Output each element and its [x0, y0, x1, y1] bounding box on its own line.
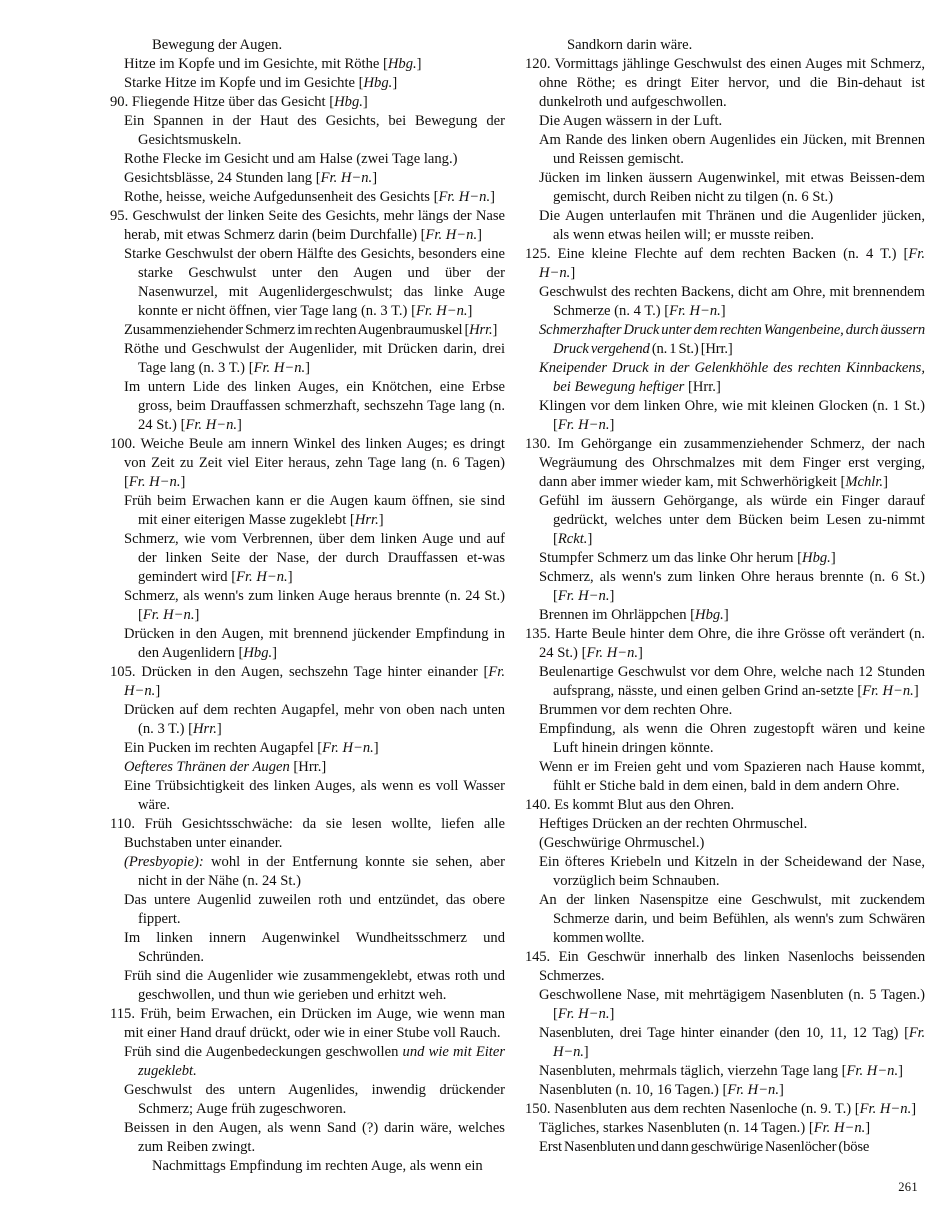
symptom-entry	[525, 492, 925, 549]
entry-text: Rothe Flecke im Gesicht und am Halse (zwei Tage lang.)	[124, 151, 458, 167]
symptom-entry	[525, 36, 925, 55]
entry-source-attribution: Hrr.	[192, 721, 217, 737]
entry-text: Schmerz, wie vom Verbrennen, über dem linken Auge und auf der linken Seite der Nase, der durch Drauffassen et-was gemindert wird [	[124, 531, 505, 585]
entry-text-tail: ]	[727, 341, 733, 357]
symptom-entry	[110, 1157, 505, 1176]
symptom-entry	[110, 891, 505, 929]
entry-text: Fliegende Hitze über das Gesicht [	[131, 94, 335, 110]
entry-text-tail: ]	[883, 474, 888, 490]
symptom-entry	[110, 929, 505, 967]
entry-number: 115.	[110, 1006, 141, 1022]
entry-source-attribution: Fr. H−n.	[236, 569, 288, 585]
symptom-entry	[110, 378, 505, 435]
entry-source-attribution: Fr. H−n.	[320, 170, 373, 186]
symptom-entry	[525, 359, 925, 397]
symptom-entry	[525, 1081, 925, 1100]
entry-number: 130.	[525, 436, 558, 452]
entry-text-tail: ]	[194, 607, 200, 623]
entry-text: An der linken Nasenspitze eine Geschwulst, mit zuckendem Schmerze darin, und beim Befühlen, als wenn's zum Schwären kommen wollte.	[539, 892, 925, 946]
numbered-symptom-entry	[525, 796, 925, 815]
symptom-entry	[525, 321, 925, 359]
numbered-symptom-entry	[110, 1005, 505, 1043]
symptom-entry	[525, 283, 925, 321]
symptom-entry	[525, 853, 925, 891]
entry-source-attribution: Fr. H−n.	[813, 1120, 866, 1136]
entry-text-tail: ]	[467, 303, 473, 319]
entry-source-attribution: Hbg.	[243, 645, 273, 661]
entry-text-tail: ]	[723, 607, 729, 623]
entry-text-tail: ]	[492, 322, 498, 338]
symptom-entry	[110, 587, 505, 625]
entry-italic-lead: Schmerzhafter Druck unter dem rechten Wangenbeine, durch äussern Druck vergehend	[539, 322, 925, 357]
symptom-entry	[525, 701, 925, 720]
entry-source-attribution: Fr. H−n.	[557, 588, 610, 604]
entry-text: Die Augen wässern in der Luft.	[539, 113, 723, 129]
entry-text: (Geschwürige Ohrmuschel.)	[539, 835, 705, 851]
entry-text: Es kommt Blut aus den Ohren.	[554, 797, 735, 813]
entry-source-attribution: Fr. H−n.	[859, 1101, 912, 1117]
entry-source-attribution: Fr. H−n.	[415, 303, 468, 319]
entry-text-tail: ]	[180, 474, 186, 490]
entry-text: Gefühl im äussern Gehörgange, als würde ein Finger darauf gedrückt, welches unter dem Bücken beim Lesen zu-nimmt [	[539, 493, 925, 547]
entry-text: Die Augen unterlaufen mit Thränen und die Augenlider jücken, als wenn etwas heilen will; er musste reiben.	[539, 208, 925, 243]
entry-text-tail: ]	[720, 303, 726, 319]
entry-text: Hitze im Kopfe und im Gesichte, mit Röthe [	[124, 56, 388, 72]
symptom-entry	[110, 188, 505, 207]
numbered-symptom-entry	[525, 435, 925, 492]
entry-text: Schmerz, als wenn's zum linken Ohre heraus brennte (n. 6 St.) [	[539, 569, 925, 604]
entry-text: Am Rande des linken obern Augenlides ein Jücken, mit Brennen und Reissen gemischt.	[539, 132, 925, 167]
entry-text-tail: ]	[237, 417, 242, 433]
numbered-symptom-entry	[525, 948, 925, 986]
numbered-symptom-entry	[525, 1100, 925, 1119]
entry-source-attribution: Fr. H−n.	[425, 227, 478, 243]
entry-text: Zusammenziehender Schmerz im rechten Augenbraumuskel [	[124, 322, 470, 338]
symptom-entry	[525, 169, 925, 207]
symptom-entry	[525, 720, 925, 758]
entry-number: 145.	[525, 949, 559, 965]
entry-source-attribution: Fr. H−n.	[669, 303, 721, 319]
entry-text-tail: ]	[609, 417, 615, 433]
entry-text: Jücken im linken äussern Augenwinkel, mit etwas Beissen-dem gemischt, durch Reiben nicht zu tilgen (n. 6 St.)	[539, 170, 925, 205]
entry-text: Früh, beim Erwachen, ein Drücken im Auge, wie wenn man mit einer Hand drauf drückt, oder wie in einer Stube voll Rauch.	[124, 1006, 505, 1041]
entry-text: Geschwollene Nase, mit mehrtägigem Nasenbluten (n. 5 Tagen.) [	[539, 987, 925, 1022]
entry-text-tail: ]	[490, 189, 495, 205]
entry-source-attribution: Fr. H−n.	[438, 189, 491, 205]
entry-text: Im linken innern Augenwinkel Wundheitsschmerz und Schründen.	[124, 930, 505, 965]
two-column-body	[0, 36, 935, 1176]
symptom-entry	[110, 321, 505, 340]
entry-source-attribution: Rckt.	[557, 531, 588, 547]
symptom-entry	[525, 1024, 925, 1062]
entry-number: 125.	[525, 246, 558, 262]
entry-source-attribution: Fr. H−n.	[539, 246, 926, 281]
entry-text: Starke Geschwulst der obern Hälfte des Gesichts, besonders eine starke Geschwulst unter den Augen und über der Nasenwurzel, mit Augenlidergeschwulst; das linke Auge konnte er nicht öffnen, vier Tage lang (n. 3 T.) [	[124, 246, 505, 319]
entry-source-attribution: Hrr.	[298, 759, 322, 775]
entry-text: Rothe, heisse, weiche Aufgedunsenheit des Gesichts [	[124, 189, 439, 205]
entry-source-attribution: Fr. H−n.	[322, 740, 374, 756]
entry-number: 90.	[110, 94, 132, 110]
symptom-entry	[110, 169, 505, 188]
entry-number: 110.	[110, 816, 145, 832]
symptom-entry	[525, 663, 925, 701]
entry-text-tail: ]	[155, 683, 161, 699]
entry-text: Sandkorn darin wäre.	[567, 37, 693, 53]
page-number: 261	[898, 1180, 918, 1194]
symptom-entry	[525, 1119, 925, 1138]
entry-text-tail: ]	[830, 550, 836, 566]
entry-italic-lead: (Presbyopie):	[124, 854, 204, 870]
entry-text: Starke Hitze im Kopfe und im Gesichte [	[124, 75, 364, 91]
entry-text: Erst Nasenbluten und dann geschwürige Nasenlöcher (böse	[539, 1139, 870, 1155]
entry-text: Früh beim Erwachen kann er die Augen kaum öffnen, sie sind mit einer eiterigen Masse zugeklebt [	[124, 493, 505, 528]
symptom-entry	[525, 606, 925, 625]
entry-number: 140.	[525, 797, 555, 813]
entry-text: Geschwulst des rechten Backens, dicht am Ohre, mit brennendem Schmerze (n. 4 T.) [	[539, 284, 925, 319]
numbered-symptom-entry	[110, 207, 505, 245]
entry-source-attribution: Fr. H−n.	[185, 417, 238, 433]
symptom-entry	[110, 967, 505, 1005]
entry-source-attribution: Fr. H−n.	[142, 607, 195, 623]
symptom-entry	[110, 758, 505, 777]
entry-text-tail: ]	[609, 1006, 615, 1022]
numbered-symptom-entry	[110, 815, 505, 853]
symptom-entry	[525, 758, 925, 796]
entry-source-attribution: Fr. H−n.	[586, 645, 639, 661]
entry-text-tail: ]	[638, 645, 643, 661]
entry-text: Bewegung der Augen.	[152, 37, 283, 53]
symptom-entry	[110, 245, 505, 321]
entry-italic-lead: Kneipender Druck in der Gelenkhöhle des rechten Kinnbackens, bei Bewegung heftiger	[539, 360, 925, 395]
entry-text-tail: ]	[305, 360, 311, 376]
numbered-symptom-entry	[110, 93, 505, 112]
numbered-symptom-entry	[525, 625, 925, 663]
symptom-entry	[110, 55, 505, 74]
entry-text: Im untern Lide des linken Auges, ein Knötchen, eine Erbse gross, beim Drauffassen schmerzhaft, sechszehn Tage lang (n. 24 St.) [	[124, 379, 505, 433]
symptom-entry	[110, 74, 505, 93]
entry-source-attribution: Fr. H−n.	[727, 1082, 779, 1098]
entry-text-tail: ]	[272, 645, 278, 661]
symptom-entry	[110, 36, 505, 55]
entry-number: 100.	[110, 436, 141, 452]
entry-text-tail: ]	[378, 512, 384, 528]
entry-text: Geschwulst der linken Seite des Gesichts, mehr längs der Nase herab, mit etwas Schmerz darin (beim Durchfalle) [	[124, 208, 505, 243]
entry-text: Beulenartige Geschwulst vor dem Ohre, welche nach 12 Stunden aufsprang, nässte, und einen gelben Grind an-setzte [	[539, 664, 925, 699]
symptom-entry	[110, 625, 505, 663]
entry-text: Klingen vor dem linken Ohre, wie mit kleinen Glocken (n. 1 St.) [	[539, 398, 925, 433]
entry-text-tail: ]	[779, 1082, 784, 1098]
entry-number: 150.	[525, 1101, 555, 1117]
entry-text: Nasenbluten aus dem rechten Nasenloche (n. 9. T.) [	[554, 1101, 860, 1117]
entry-text: Früh sind die Augenlider wie zusammengeklebt, etwas roth und geschwollen, und thun wie gerieben und erhitzt weh.	[124, 968, 505, 1003]
entry-text: Früh Gesichtsschwäche: da sie lesen wollte, liefen alle Buchstaben unter einander.	[124, 816, 505, 851]
entry-text-tail: ]	[609, 588, 615, 604]
entry-text: Schmerz, als wenn's zum linken Auge heraus brennte (n. 24 St.) [	[124, 588, 505, 623]
entry-text-tail: ]	[287, 569, 293, 585]
entry-text-tail: ]	[477, 227, 482, 243]
entry-text: Ein Pucken im rechten Augapfel [	[124, 740, 323, 756]
text-column-left	[110, 36, 505, 1176]
entry-source-attribution: Fr. H−n.	[253, 360, 306, 376]
entry-text: Beissen in den Augen, als wenn Sand (?) darin wäre, welches zum Reiben zwingt.	[124, 1120, 505, 1155]
entry-text: Im Gehörgange ein zusammenziehender Schmerz, der nach Wegräumung des Ohrschmalzes mit dem Finger erst verging, dann aber immer wieder kam, mit Schwerhörigkeit [	[539, 436, 925, 490]
entry-text: Brummen vor dem rechten Ohre.	[539, 702, 733, 718]
symptom-entry	[110, 530, 505, 587]
entry-source-attribution: Hbg.	[695, 607, 724, 623]
entry-text-tail: ]	[898, 1063, 903, 1079]
entry-text-tail: ]	[715, 379, 721, 395]
entry-text: (n. 1 St.) [	[649, 341, 706, 357]
entry-source-attribution: Fr. H−n.	[124, 664, 505, 699]
entry-text: [	[684, 379, 693, 395]
entry-text: Brennen im Ohrläppchen [	[539, 607, 696, 623]
entry-source-attribution: Fr. H−n.	[862, 683, 914, 699]
symptom-entry	[525, 131, 925, 169]
entry-source-attribution: Hbg.	[334, 94, 363, 110]
entry-text-tail: ]	[911, 1101, 917, 1117]
entry-text-tail: ]	[913, 683, 919, 699]
entry-text: Heftiges Drücken an der rechten Ohrmuschel.	[539, 816, 808, 832]
entry-text-tail: ]	[362, 94, 368, 110]
entry-text: Eine Trübsichtigkeit des linken Auges, als wenn es voll Wasser wäre.	[124, 778, 505, 813]
symptom-entry	[110, 777, 505, 815]
entry-source-attribution: Mchlr.	[845, 474, 884, 490]
entry-source-attribution: Fr. H−n.	[846, 1063, 899, 1079]
entry-source-attribution: Fr. H−n.	[557, 417, 610, 433]
symptom-entry	[525, 112, 925, 131]
numbered-symptom-entry	[110, 435, 505, 492]
entry-text: Nasenbluten (n. 10, 16 Tagen.) [	[539, 1082, 728, 1098]
entry-text: Empfindung, als wenn die Ohren zugestopft wären und keine Luft hinein dringen könnte.	[539, 721, 925, 756]
entry-source-attribution: Fr. H−n.	[553, 1025, 925, 1060]
entry-text-tail: ]	[372, 170, 378, 186]
entry-text: Drücken auf dem rechten Augapfel, mehr von oben nach unten (n. 3 T.) [	[124, 702, 505, 737]
symptom-entry	[110, 701, 505, 739]
entry-text-tail: ]	[216, 721, 222, 737]
entry-text: Ein öfteres Kriebeln und Kitzeln in der Scheidewand der Nase, vorzüglich beim Schnauben.	[539, 854, 925, 889]
symptom-entry	[525, 568, 925, 606]
entry-text: Wenn er im Freien geht und vom Spazieren nach Hause kommt, fühlt er Stiche bald in dem einen, bald in dem andern Ohre.	[539, 759, 925, 794]
entry-text: Eine kleine Flechte auf dem rechten Backen (n. 4 T.) [	[557, 246, 909, 262]
symptom-entry	[110, 492, 505, 530]
entry-text: Vormittags jählinge Geschwulst des einen Auges mit Schmerz, ohne Röthe; es dringt Eiter hervor, und die Bin-dehaut ist dunkelroth und aufgeschwollen.	[539, 56, 925, 110]
entry-text: Früh sind die Augenbedeckungen geschwollen	[124, 1044, 403, 1060]
numbered-symptom-entry	[525, 55, 925, 112]
entry-source-attribution: Hrr.	[354, 512, 379, 528]
entry-number: 105.	[110, 664, 142, 680]
entry-text: Drücken in den Augen, mit brennend jückender Empfindung in den Augenlidern [	[124, 626, 505, 661]
entry-text: Ein Geschwür innerhalb des linken Nasenlochs beissenden Schmerzes.	[539, 949, 925, 984]
entry-text: Nasenbluten, mehrmals täglich, vierzehn Tage lang [	[539, 1063, 847, 1079]
numbered-symptom-entry	[110, 663, 505, 701]
symptom-entry	[110, 1119, 505, 1157]
symptom-entry	[525, 986, 925, 1024]
entry-source-attribution: Fr. H−n.	[557, 1006, 610, 1022]
entry-text-tail: ]	[865, 1120, 871, 1136]
symptom-entry	[525, 397, 925, 435]
entry-number: 135.	[525, 626, 555, 642]
entry-source-attribution: Hrr.	[692, 379, 716, 395]
symptom-entry	[110, 1081, 505, 1119]
entry-source-attribution: Fr. H−n.	[128, 474, 181, 490]
entry-number: 95.	[110, 208, 133, 224]
entry-text: Ein Spannen in der Haut des Gesichts, bei Bewegung der Gesichtsmuskeln.	[124, 113, 505, 148]
numbered-symptom-entry	[525, 245, 925, 283]
entry-text: [	[289, 759, 299, 775]
entry-text: Harte Beule hinter dem Ohre, die ihre Grösse oft verändert (n. 24 St.) [	[539, 626, 925, 661]
entry-text-tail: ]	[587, 531, 593, 547]
entry-text: Weiche Beule am innern Winkel des linken Auges; es dringt von Zeit zu Zeit viel Eiter heraus, zehn Tage lang (n. 6 Tagen) [	[124, 436, 505, 490]
symptom-entry	[110, 340, 505, 378]
entry-text: Nasenbluten, drei Tage hinter einander (den 10, 11, 12 Tag) [	[539, 1025, 909, 1041]
entry-text: Geschwulst des untern Augenlides, inwendig drückender Schmerz; Auge früh zugeschworen.	[124, 1082, 505, 1117]
entry-text: Das untere Augenlid zuweilen roth und entzündet, das obere fippert.	[124, 892, 505, 927]
symptom-entry	[525, 834, 925, 853]
entry-source-attribution: Hrr.	[705, 341, 728, 357]
entry-text-tail: ]	[373, 740, 379, 756]
symptom-entry	[525, 815, 925, 834]
symptom-entry	[110, 739, 505, 758]
symptom-entry	[110, 150, 505, 169]
entry-text-tail: ]	[583, 1044, 589, 1060]
entry-source-attribution: Hbg.	[363, 75, 393, 91]
entry-source-attribution: Hbg.	[802, 550, 831, 566]
symptom-entry	[525, 207, 925, 245]
entry-text: Tägliches, starkes Nasenbluten (n. 14 Tagen.) [	[539, 1120, 814, 1136]
entry-source-attribution: Hrr.	[469, 322, 493, 338]
entry-text-tail: ]	[321, 759, 327, 775]
symptom-entry	[525, 549, 925, 568]
entry-text: Stumpfer Schmerz um das linke Ohr herum [	[539, 550, 803, 566]
symptom-entry	[110, 853, 505, 891]
symptom-entry	[110, 112, 505, 150]
entry-text: wohl in der Entfernung konnte sie sehen, aber nicht in der Nähe (n. 24 St.)	[138, 854, 505, 889]
entry-source-attribution: Hbg.	[387, 56, 417, 72]
symptom-entry	[525, 1062, 925, 1081]
entry-text-tail: ]	[416, 56, 422, 72]
entry-text: Nachmittags Empfindung im rechten Auge, als wenn ein	[152, 1158, 483, 1174]
entry-text: Röthe und Geschwulst der Augenlider, mit Drücken darin, drei Tage lang (n. 3 T.) [	[124, 341, 505, 376]
entry-text-tail: ]	[392, 75, 398, 91]
symptom-entry	[110, 1043, 505, 1081]
entry-text: Gesichtsblässe, 24 Stunden lang [	[124, 170, 321, 186]
entry-number: 120.	[525, 56, 555, 72]
entry-text-tail: ]	[570, 265, 576, 281]
entry-italic-trail: und wie mit Eiter zugeklebt.	[138, 1044, 505, 1079]
entry-italic-lead: Oefteres Thränen der Augen	[124, 759, 290, 775]
symptom-entry	[525, 891, 925, 948]
entry-text: Drücken in den Augen, sechszehn Tage hinter einander [	[141, 664, 489, 680]
symptom-entry	[525, 1138, 925, 1157]
text-column-right	[525, 36, 925, 1176]
